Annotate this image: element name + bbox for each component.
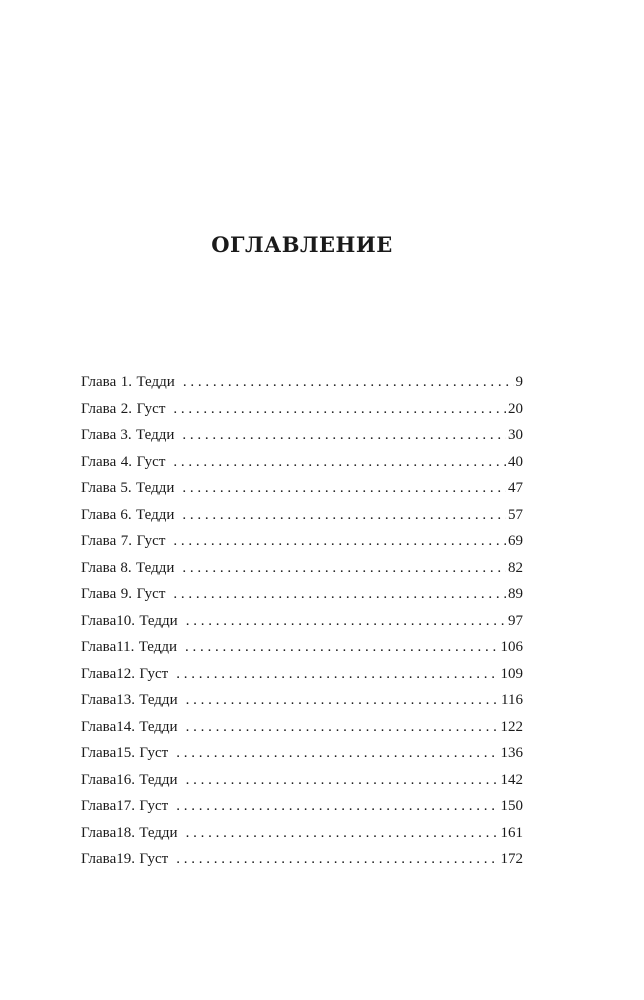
toc-dot-leader xyxy=(176,793,498,820)
toc-chapter-label: Глава xyxy=(81,718,117,735)
toc-dot-leader xyxy=(176,740,498,767)
toc-entry xyxy=(81,528,523,555)
toc-chapter-title: Густ xyxy=(139,798,169,814)
toc-chapter-title: Тедди xyxy=(139,718,178,735)
toc-chapter-label: Глава xyxy=(81,374,117,390)
toc-page-number: 69 xyxy=(507,533,523,549)
toc-chapter-number: 13. xyxy=(116,692,135,708)
toc-page-number: 20 xyxy=(507,400,523,417)
toc-dot-leader xyxy=(186,820,499,847)
toc-page-number: 97 xyxy=(508,612,523,629)
toc-dot-leader xyxy=(176,661,498,688)
toc-page-number: 136 xyxy=(500,745,523,761)
table-of-contents xyxy=(81,369,523,873)
toc-dot-leader xyxy=(186,767,499,794)
toc-dot-leader xyxy=(173,396,506,423)
toc-chapter-title: Тедди xyxy=(139,824,178,841)
toc-page-number: 122 xyxy=(500,718,523,735)
toc-dot-leader xyxy=(182,502,506,529)
toc-chapter-number: 9. xyxy=(120,586,133,602)
toc-chapter-title: Тедди xyxy=(136,427,175,443)
toc-dot-leader xyxy=(185,634,498,661)
toc-dot-leader xyxy=(173,581,506,608)
toc-chapter-label: Глава xyxy=(81,851,117,867)
toc-chapter-title: Густ xyxy=(136,533,166,549)
toc-chapter-number: 1. xyxy=(120,374,132,390)
toc-dot-leader xyxy=(186,714,499,741)
toc-entry xyxy=(81,793,523,820)
toc-chapter-label: Глава xyxy=(81,798,117,814)
toc-page-number: 82 xyxy=(508,559,523,576)
toc-page-number: 9 xyxy=(515,374,524,390)
toc-entry xyxy=(81,369,523,396)
toc-entry xyxy=(81,687,523,714)
toc-chapter-title: Густ xyxy=(136,400,166,417)
toc-entry xyxy=(81,634,523,661)
toc-page-number: 40 xyxy=(507,453,523,470)
toc-chapter-number: 15. xyxy=(116,745,135,761)
toc-chapter-label: Глава xyxy=(81,586,117,602)
toc-chapter-number: 18. xyxy=(116,824,135,841)
toc-page-number: 47 xyxy=(508,480,523,496)
toc-chapter-number: 7. xyxy=(120,533,133,549)
toc-page-number: 150 xyxy=(500,798,523,814)
toc-chapter-number: 11. xyxy=(116,639,135,655)
toc-entry xyxy=(81,740,523,767)
toc-page-number: 142 xyxy=(500,771,523,788)
toc-dot-leader xyxy=(182,422,506,449)
toc-chapter-label: Глава xyxy=(81,400,117,417)
toc-chapter-label: Глава xyxy=(81,824,117,841)
toc-dot-leader xyxy=(176,846,498,873)
toc-chapter-number: 6. xyxy=(120,506,132,523)
toc-chapter-title: Тедди xyxy=(139,771,178,788)
toc-page-number: 161 xyxy=(500,824,523,841)
toc-chapter-title: Тедди xyxy=(138,639,178,655)
toc-chapter-label: Глава xyxy=(81,480,117,496)
toc-chapter-title: Густ xyxy=(139,665,169,682)
toc-entry xyxy=(81,555,523,582)
toc-entry xyxy=(81,714,523,741)
toc-chapter-label: Глава xyxy=(81,506,117,523)
toc-entry xyxy=(81,661,523,688)
toc-entry xyxy=(81,396,523,423)
toc-dot-leader xyxy=(186,608,506,635)
toc-entry xyxy=(81,581,523,608)
toc-dot-leader xyxy=(182,555,506,582)
toc-chapter-title: Тедди xyxy=(136,480,175,496)
toc-chapter-title: Густ xyxy=(136,453,166,470)
toc-page-number: 172 xyxy=(500,851,523,867)
toc-chapter-label: Глава xyxy=(81,453,117,470)
toc-chapter-label: Глава xyxy=(81,692,117,708)
toc-chapter-title: Тедди xyxy=(136,506,175,523)
toc-entry xyxy=(81,767,523,794)
toc-chapter-number: 14. xyxy=(116,718,135,735)
toc-chapter-number: 10. xyxy=(116,612,135,629)
toc-chapter-number: 5. xyxy=(120,480,132,496)
toc-dot-leader xyxy=(183,369,514,396)
toc-dot-leader xyxy=(173,449,506,476)
toc-chapter-number: 16. xyxy=(116,771,135,788)
toc-chapter-title: Тедди xyxy=(139,612,178,629)
toc-chapter-label: Глава xyxy=(81,771,117,788)
toc-page-number: 30 xyxy=(508,427,523,443)
toc-page-number: 89 xyxy=(507,586,523,602)
toc-chapter-label: Глава xyxy=(81,533,117,549)
toc-chapter-title: Тедди xyxy=(136,559,175,576)
toc-entry xyxy=(81,846,523,873)
toc-entry xyxy=(81,820,523,847)
toc-chapter-number: 8. xyxy=(120,559,132,576)
toc-page-number: 57 xyxy=(508,506,523,523)
toc-chapter-number: 17. xyxy=(116,798,135,814)
toc-dot-leader xyxy=(186,687,499,714)
toc-chapter-title: Густ xyxy=(136,586,166,602)
toc-chapter-label: Глава xyxy=(81,639,117,655)
toc-chapter-number: 3. xyxy=(120,427,132,443)
toc-entry xyxy=(81,608,523,635)
toc-chapter-title: Густ xyxy=(139,745,169,761)
toc-chapter-title: Тедди xyxy=(139,692,178,708)
toc-chapter-label: Глава xyxy=(81,612,117,629)
toc-chapter-number: 2. xyxy=(120,400,133,417)
toc-chapter-number: 19. xyxy=(116,851,135,867)
toc-chapter-number: 12. xyxy=(116,665,135,682)
toc-entry xyxy=(81,475,523,502)
toc-chapter-label: Глава xyxy=(81,745,117,761)
toc-chapter-label: Глава xyxy=(81,665,117,682)
toc-chapter-number: 4. xyxy=(120,453,133,470)
toc-chapter-label: Глава xyxy=(81,427,117,443)
toc-page-number: 116 xyxy=(501,692,523,708)
toc-entry xyxy=(81,449,523,476)
toc-dot-leader xyxy=(173,528,506,555)
toc-dot-leader xyxy=(182,475,506,502)
toc-entry xyxy=(81,502,523,529)
toc-page-number: 109 xyxy=(500,665,523,682)
toc-chapter-title: Тедди xyxy=(136,374,175,390)
toc-page-number: 106 xyxy=(500,639,523,655)
toc-entry xyxy=(81,422,523,449)
toc-chapter-title: Густ xyxy=(139,851,169,867)
toc-chapter-label: Глава xyxy=(81,559,117,576)
page-title: ОГЛАВЛЕНИЕ xyxy=(211,232,393,257)
